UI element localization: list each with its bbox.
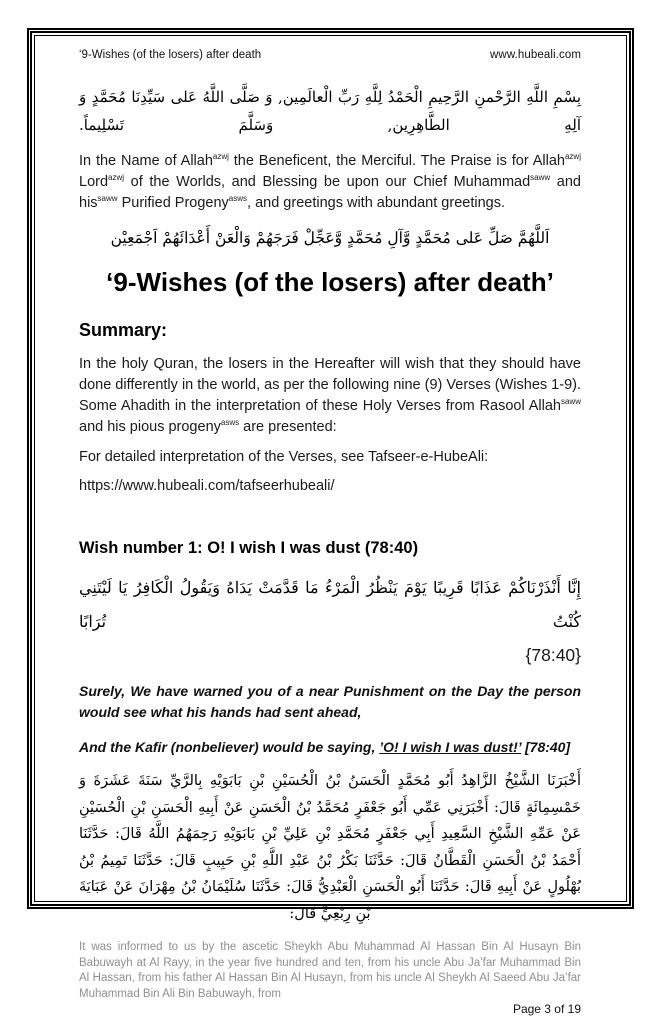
- intro-paragraph: In the Name of Allah$^{azwj}$ the Beneficent, the Merciful. The Praise is for Allah$^{azwj}$ Lord$^{azwj}$ of the Worlds, and Blessing be upon our Chief Muhammad$^{saww}$ and his$^{saww}$ Purified Progeny$^{asws}$, and greetings with abundant greetings.: [79, 152, 581, 211]
- page-border: [27, 28, 634, 1016]
- page-header: [79, 48, 581, 63]
- page-footer: [79, 1002, 581, 1017]
- quran-verse-arabic: إِنَّا أَنْذَرْنَاكُمْ عَذَابًا قَرِيبًا يَوْمَ يَنْظُرُ الْمَرْءُ مَا قَدَّمَتْ يَدَاهُ وَيَقُولُ الْكَافِرُ يَا لَيْتَنِي كُنْتُ تُرَابًا: [79, 578, 581, 631]
- salawat-arabic-line: اَللَّهُمَّ صَلِّ عَلى مُحَمَّدٍ وَّآلِ مُحَمَّدٍ وَّعَجِّلْ فَرَجَهُمْ وَالْعَنْ أَعْدَائَهُمْ اَجْمَعِيْن: [110, 229, 550, 247]
- summary-heading: Summary:: [79, 320, 168, 340]
- summary-paragraph: In the holy Quran, the losers in the Hereafter will wish that they should have done differently in the world, as per the following nine (9) Verses (Wishes 1-9). Some Ahadith in the interpretation of these Holy Verses from Rasool Allah$^{saww}$ and his pious progeny$^{asws}$ are presented:: [79, 356, 581, 435]
- header-site-url[interactable]: www.hubeali.com: [490, 49, 581, 61]
- bismillah-arabic-line: بِسْمِ اللَّهِ الرَّحْمنِ الرَّحِيمِ الْحَمْدُ لِلَّهِ رَبِّ الْعالَمِين, وَ صَلَّى اللَّهُ عَلى سَيِّدِنَا مُحَمَّدٍ وَ آلِهِ الطَّاهِرِين, وَسَلَّمَ تَسْلِيماً.: [79, 88, 581, 134]
- page-number: Page 3 of 19: [512, 1002, 581, 1016]
- verse-translation-line1: Surely, We have warned you of a near Punishment on the Day the person would see what his hands had sent ahead,: [79, 683, 581, 720]
- header-doc-title: ‘9-Wishes (of the losers) after death: [79, 49, 262, 61]
- page-border-middle: [30, 31, 631, 1016]
- tafseer-note-line: For detailed interpretation of the Verses, see Tafseer-e-HubeAli:: [79, 449, 489, 465]
- wish1-heading: Wish number 1: O! I wish I was dust (78:40): [79, 539, 419, 557]
- hadith-chain-english: It was informed to us by the ascetic Sheykh Abu Muhammad Al Hassan Bin Al Husayn Bin Babuwayh at Al Rayy, in the year five hundred and ten, from his uncle Abu Ja’far Muhammad Bin Al Hassan, from his father Al Hassan Bin Al Husayn, from his uncle Al Sheykh Al Saeed Abu Ja’far Muhammad Bin Ali Bin Babuwayh, from: [79, 941, 581, 1000]
- page-content-area: [34, 35, 627, 1016]
- verse-reference: {78:40}: [525, 645, 581, 665]
- tafseer-url-link[interactable]: https://www.hubeali.com/tafseerhubeali/: [79, 478, 335, 494]
- verse-translation-line2: And the Kafir (nonbeliever) would be saying, ’O! I wish I was dust!’ [78:40]: [79, 739, 571, 755]
- document-title: ‘9-Wishes (of the losers) after death’: [106, 267, 554, 297]
- hadith-chain-arabic: أَخْبَرَنَا الشَّيْخُ الزَّاهِدُ أَبُو مُحَمَّدٍ الْحَسَنُ بْنُ الْحُسَيْنِ بْنِ بَابَوَيْهِ بِالرَّيِّ سَنَةَ عَشَرَةَ وَ خَمْسِمِائَةٍ قَالَ: أَخْبَرَنِي عَمِّي أَبُو جَعْفَرٍ مُحَمَّدُ بْنُ الْحَسَنِ عَنْ أَبِيهِ الْحَسَنِ بْنِ الْحُسَيْنِ عَنْ عَمِّهِ الشَّيْخِ السَّعِيدِ أَبِي جَعْفَرٍ مُحَمَّدِ بْنِ عَلِيِّ بْنِ بَابَوَيْهِ رَحِمَهُمُ اللَّهُ قَالَ: حَدَّثَنَا أَحْمَدُ بْنُ الْحَسَنِ الْقَطَّانُ قَالَ: حَدَّثَنَا بَكْرُ بْنُ عَبْدِ اللَّهِ بْنِ حَبِيبٍ قَالَ: حَدَّثَنَا تَمِيمُ بْنُ بُهْلُولٍ عَنْ أَبِيهِ قَالَ: حَدَّثَنَا أَبُو الْحَسَنِ الْعَبْدِيُّ قَالَ: حَدَّثَنَا سُلَيْمَانُ بْنُ مِهْرَانَ عَنْ عَبَايَةَ بْنِ رِبْعِيٍّ قَالَ:: [79, 773, 581, 922]
